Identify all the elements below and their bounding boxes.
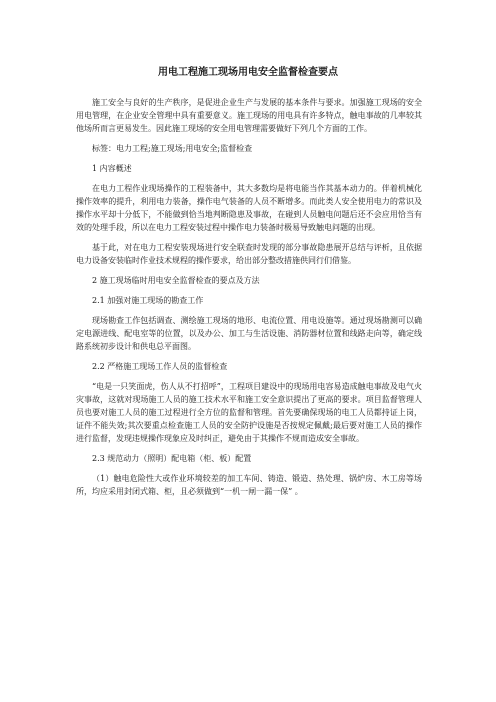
document-body [76,96,422,505]
section-1-paragraph-1: 在电力工程作业现场操作的工程装备中，其大多数均是将电能当作其基本动力的。伴着机械化操作效率的提升，利用电力装备，操作电气装备的人员不断增多。而此类人安全使用电力的常识及操作水平却十分低下，不能做到恰当地判断隐患及事故，在碰到人员触电问题后还不会应用恰当有效的处理手段，所以在电力工程安装过程中操作电力装备时极易导致触电问题的出现。 [76,184,422,232]
intro-paragraph: 施工安全与良好的生产秩序，是促进企业生产与发展的基本条件与要求。加强施工现场的安全用电管理，在企业安全管理中具有重要意义。施工现场的用电具有许多特点，触电事故的几率较其他场所而言更易发生。因此施工现场的安全用电管理需要做好下列几个方面的工作。 [76,98,422,133]
keywords-line: 标签：电力工程;施工现场;用电安全;监督检查 [92,144,253,153]
section-2-1-paragraph: 现场勘查工作包括调查、测绘施工现场的地形、电流位置、用电设施等。通过现场勘测可以确定电源进线、配电室等的位置，以及办公、加工与生活设施、消防器材位置和线路走向等，确定线路系统初步设计和供电总平面图。 [76,316,422,351]
section-2-3-heading: 2.3 规范动力（照明）配电箱（柜、板）配置 [92,454,252,463]
section-1-paragraph-2: 基于此，对在电力工程安装现场进行安全联查时发现的部分事故隐患展开总结与评析，且依据电力设备安装临时作业技术规程的操作要求，给出部分整改措施供同行们借鉴。 [76,243,422,265]
section-2-2-paragraph: “电是一只笑面虎，伤人从不打招呼”，工程项目建设中的现场用电容易造成触电事故及电气火灾事故，这就对现场施工人员的施工技术水平和施工安全意识提出了更高的要求。项目监督管理人员也要对施工人员的施工过程进行全方位的监督和管理。首先要确保现场的电工人员都持证上岗，证件不能失效;其次要重点检查施工人员的安全防护设施是否按规定佩戴;最后要对施工人员的操作进行监督，发现违规操作现象应及时纠正，避免由于其操作不规而造成安全事故。 [76,382,422,443]
section-2-1-heading: 2.1 加强对施工现场的勘查工作 [92,296,204,305]
section-2-3-paragraph: （1）触电危险性大或作业环境较差的加工车间、铸造、锻造、热处理、锅炉房、木工房等场所，均应采用封闭式箱、柜，且必须做到“一机一闸一漏一保” 。 [76,474,422,496]
section-1-heading: 1 内容概述 [92,164,132,173]
section-2-2-heading: 2.2 严格施工现场工作人员的监督检查 [92,362,228,371]
section-2-heading: 2 施工现场临时用电安全监督检查的要点及方法 [92,276,260,285]
document-title: 用电工程施工现场用电安全监督检查要点 [158,67,338,78]
